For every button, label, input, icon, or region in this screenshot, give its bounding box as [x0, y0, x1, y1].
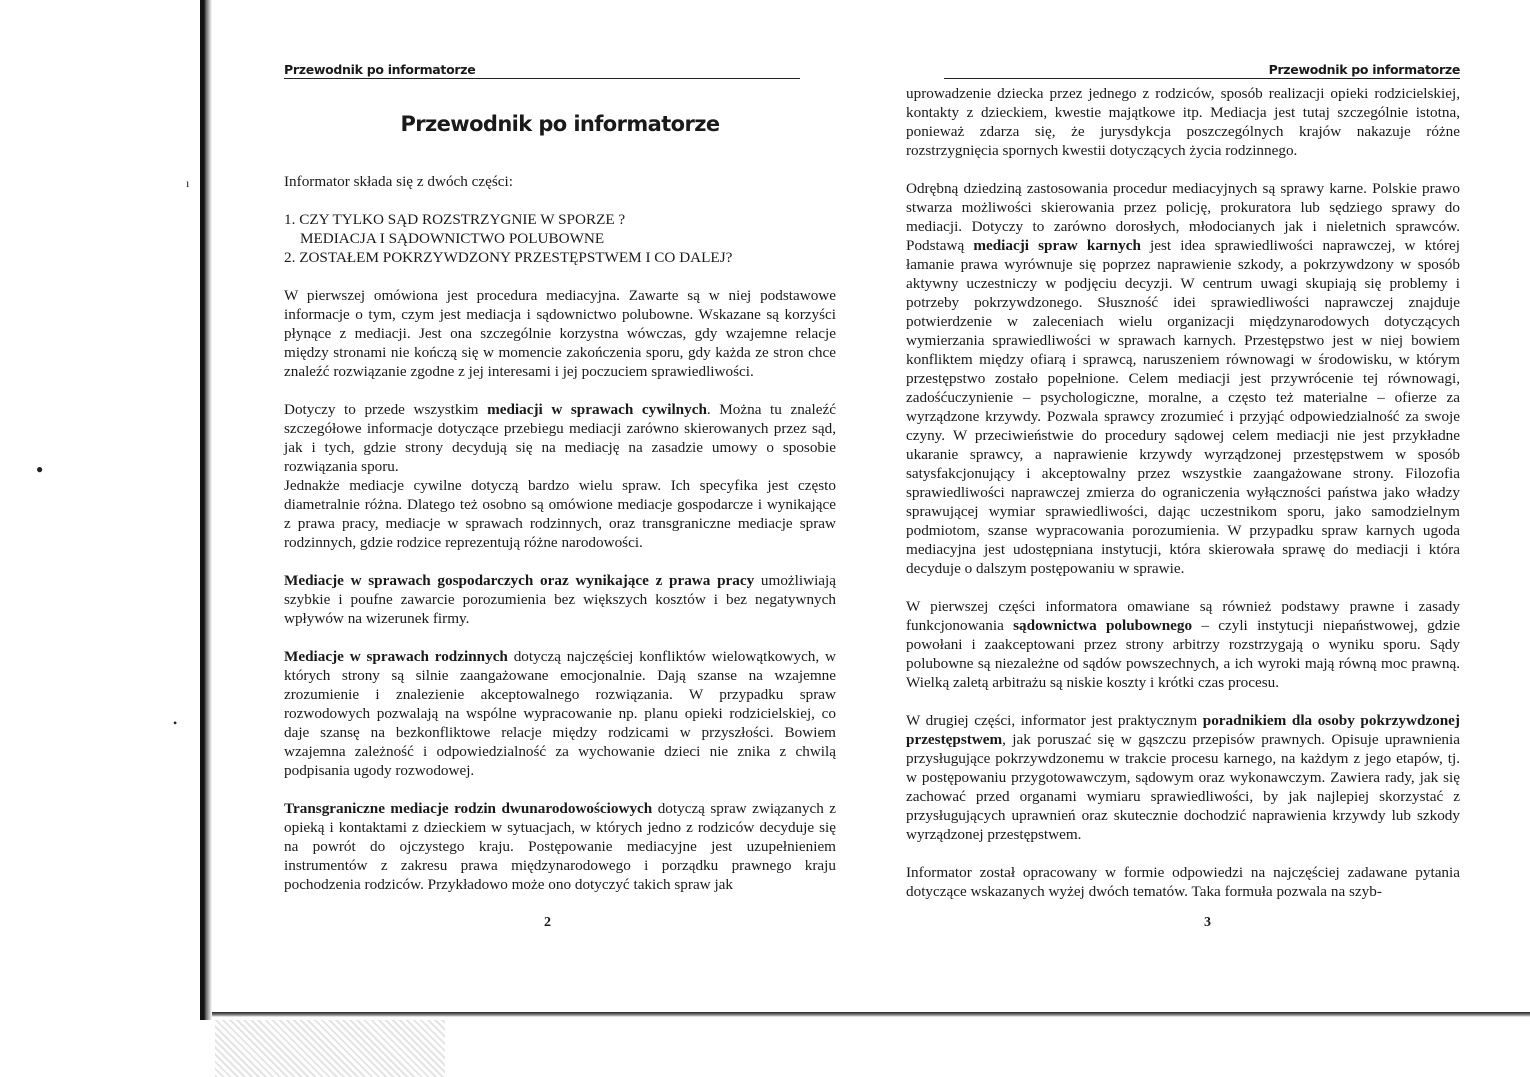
header-rule: [284, 78, 800, 79]
paragraph: Odrębną dziedziną zastosowania procedur mediacyjnych są sprawy karne. Polskie prawo stwarza możliwości skierowania przez policję, prokuratora lub sędziego sprawy do mediacji. Dotyczy to zarówno dorosłych, młodocianych jak i nieletnich sprawców. Podstawą mediacji spraw karnych jest idea sprawiedliwości naprawczej, w której łamanie prawa wyrównuje się poprzez naprawienie szkody, a pokrzywdzony w sposób aktywny uczestniczy w podjęciu decyzji. W centrum uwagi skupiają się problemy i potrzeby pokrzywdzonego. Słuszność idei sprawiedliwości naprawczej znajduje potwierdzenie w zaleceniach wielu organizacji międzynarodowych dotyczących wymierzania sprawiedliwości w sprawach karnych. Przestępstwo jest w niej bowiem konfliktem między ofiarą i sprawcą, naruszeniem równowagi w środowisku, w którym przestępstwo zostało popełnione. Celem mediacji jest przywrócenie tej równowagi, zadośćuczynienie – psychologiczne, moralne, a często też materialne – ofierze za wyrządzone krzywdy. Pozwala sprawcy zrozumieć i przyjąć odpowiedzialność za swoje czyny. W przeciwieństwie do procedury sądowej celem mediacji nie jest przykładne ukaranie sprawcy, a naprawienie krzywdy wyrządzonej przestępstwem w sposób satysfakcjonujący i akceptowalny przez wszystkie zaangażowane strony. Filozofia sprawiedliwości naprawczej zmierza do ograniczenia wyłączności państwa jako władzy sprawującej wymiar sprawiedliwości, dając uczestnikom sporu, jako samodzielnym podmiotom, szanse wypracowania porozumienia. W przypadku spraw karnych ugoda mediacyjna jest udostępniana instytucji, która skierowała sprawę do mediacji i która decyduje o dalszym postępowaniu w sprawie.: [906, 180, 1460, 577]
paragraph: W pierwszej omówiona jest procedura mediacyjna. Zawarte są w niej podstawowe informacje o tym, czym jest mediacja i sądownictwo polubowne. Wskazane są korzyści płynące z mediacji. Jest ona szczególnie korzystna wówczas, gdy wzajemne relacje między stronami nie kończą się w momencie zakończenia sporu, gdy każda ze stron chce znaleźć rozwiązanie zgodne z jej interesami i jej poczuciem sprawiedliwości.: [284, 287, 836, 380]
page-number: 2: [544, 915, 551, 930]
running-header: Przewodnik po informatorze: [284, 62, 476, 77]
left-page-body: [284, 172, 836, 913]
paragraph: Transgraniczne mediacje rodzin dwunarodowościowych dotyczą spraw związanych z opieką i kontaktami z dzieckiem w sytuacjach, w których jedno z rodziców decyduje się na powrót do ojczystego kraju. Postępowanie mediacyjne jest uzupełnieniem instrumentów z zakresu prawa międzynarodowego i porządku prawnego kraju pochodzenia rodziców. Przykładowo może ono dotyczyć takich spraw jak: [284, 800, 836, 893]
margin-mark: •: [173, 716, 178, 730]
paragraph: uprowadzenie dziecka przez jednego z rodziców, sposób realizacji opieki rodzicielskiej, kontakty z dzieckiem, kwestie majątkowe itp. Mediacja jest tutaj szczególnie istotna, ponieważ zdarza się, że jurysdykcja poszczególnych krajów nakazuje różne rozstrzygnięcia spornych kwestii dotyczących życia rodzinnego.: [906, 85, 1460, 159]
table-of-contents: [284, 210, 836, 267]
scan-noise: [215, 1020, 445, 1077]
paragraph: Informator został opracowany w formie odpowiedzi na najczęściej zadawane pytania dotyczące wskazanych wyżej dwóch tematów. Taka formuła pozwala na szyb-: [906, 864, 1460, 900]
paragraph: Mediacje w sprawach rodzinnych dotyczą najczęściej konfliktów wielowątkowych, w których strony są silnie zaangażowane emocjonalnie. Dają szanse na wzajemne zrozumienie i znalezienie akceptowalnego rozwiązania. W przypadku spraw rozwodowych pozwalają na wspólne wypracowanie np. planu opieki rodzicielskiej, co daje szansę na bezkonfliktowe relacje między rodzicami w przyszłości. Bowiem wzajemna zależność i odpowiedzialność za wychowanie dzieci nie znika z chwilą podpisania ugody rozwodowej.: [284, 648, 836, 779]
paragraph: W pierwszej części informatora omawiane są również podstawy prawne i zasady funkcjonowania sądownictwa polubownego – czyli instytucji niepaństwowej, gdzie powołani i zaakceptowani przez strony arbitrzy rozstrzygają o wyniku sporu. Sądy polubowne są niezależne od sądów powszechnych, a ich wyroki mają równą moc prawną. Wielką zaletą arbitrażu są niskie koszty i krótki czas procesu.: [906, 598, 1460, 691]
toc-item: MEDIACJA I SĄDOWNICTWO POLUBOWNE: [300, 230, 605, 247]
paragraph: Jednakże mediacje cywilne dotyczą bardzo wielu spraw. Ich specyfika jest często diametralnie różna. Dlatego też osobno są omówione mediacje gospodarcze i wynikające z prawa pracy, mediacje w sprawach rodzinnych, oraz transgraniczne mediacje spraw rodzinnych, gdzie rodzice reprezentują różne narodowości.: [284, 477, 836, 551]
toc-item: 2. ZOSTAŁEM POKRZYWDZONY PRZESTĘPSTWEM I CO DALEJ?: [284, 249, 733, 266]
book-binding: [200, 0, 212, 1020]
margin-mark: ı: [186, 176, 190, 190]
right-page: [906, 0, 1460, 1010]
page-number: 3: [1204, 915, 1211, 930]
left-page: [284, 0, 836, 1010]
margin-mark: ●: [36, 462, 44, 476]
paragraph: Mediacje w sprawach gospodarczych oraz wynikające z prawa pracy umożliwiają szybkie i poufne zawarcie porozumienia bez większych kosztów i bez negatywnych wpływów na wizerunek firmy.: [284, 572, 836, 627]
right-page-body: [906, 84, 1460, 920]
page-bottom-edge: [212, 1012, 1530, 1017]
toc-item: 1. CZY TYLKO SĄD ROZSTRZYGNIE W SPORZE ?: [284, 211, 626, 228]
header-rule: [944, 78, 1460, 79]
running-header: Przewodnik po informatorze: [1268, 62, 1460, 77]
paragraph: Dotyczy to przede wszystkim mediacji w sprawach cywilnych. Można tu znaleźć szczegółowe informacje dotyczące przebiegu mediacji zarówno skierowanych przez sąd, jak i tych, gdzie strony decydują się na mediację na zasadzie umowy o sposobie rozwiązania sporu.: [284, 401, 836, 475]
paragraph: W drugiej części, informator jest praktycznym poradnikiem dla osoby pokrzywdzonej przestępstwem, jak poruszać się w gąszczu przepisów prawnych. Opisuje uprawnienia przysługujące pokrzywdzonemu w trakcie procesu karnego, na każdym z jego etapów, tj. w postępowaniu przygotowawczym, sądowym oraz wykonawczym. Zawiera rady, jak się zachować przed organami wymiaru sprawiedliwości, by jak najlepiej skorzystać z przysługujących uprawnień oraz skutecznie dochodzić naprawienia krzywdy lub szkody wyrządzonej przestępstwem.: [906, 712, 1460, 843]
page-title: Przewodnik po informatorze: [400, 112, 720, 136]
intro-paragraph: Informator składa się z dwóch części:: [284, 173, 513, 190]
